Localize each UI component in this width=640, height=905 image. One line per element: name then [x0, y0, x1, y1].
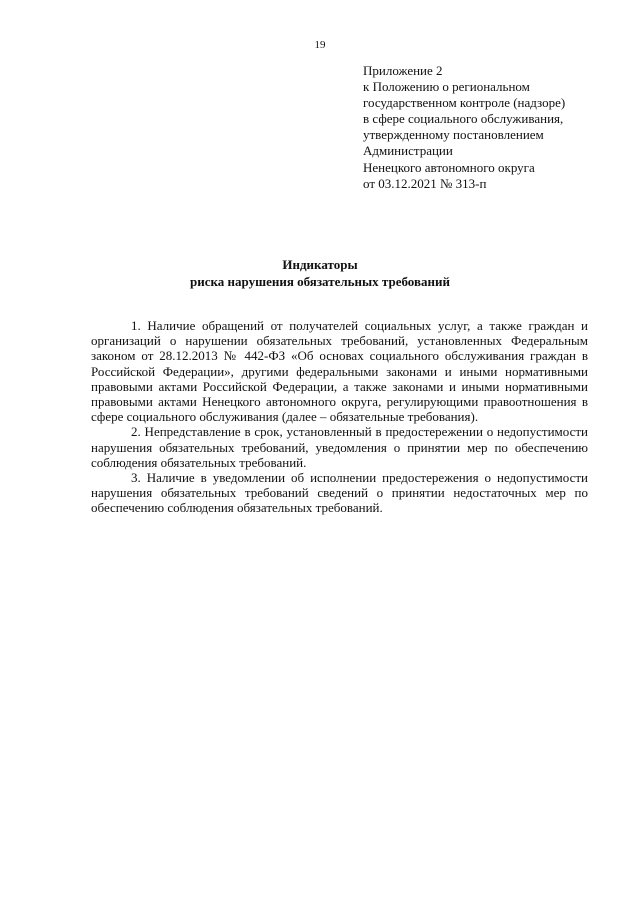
paragraph-1: 1. Наличие обращений от получателей социальных услуг, а также граждан и организаций о нарушении обязательных требований, установленных Федеральным законом от 28.12.2013 № 442-ФЗ «Об основах социального обслуживания граждан в Российской Федерации», другими федеральными законами и иными нормативными правовыми актами Российской Федерации, а также законами и иными нормативными правовыми актами Ненецкого автономного округа, регулирующими правоотношения в сфере социального обслуживания (далее – обязательные требования). [91, 318, 588, 425]
appendix-line: от 03.12.2021 № 313-п [363, 175, 487, 191]
appendix-line: Ненецкого автономного округа [363, 159, 535, 175]
page-number: 19 [314, 39, 326, 51]
title-line-1: Индикаторы [282, 257, 358, 272]
appendix-line: Администрации [363, 143, 453, 159]
appendix-line: утвержденному постановлением [363, 127, 544, 143]
appendix-line: в сфере социального обслуживания, [363, 111, 564, 127]
appendix-block [363, 63, 623, 192]
appendix-line: Приложение 2 [363, 63, 443, 78]
paragraph-2: 2. Непредставление в срок, установленный в предостережении о недопустимости нарушения обязательных требований, уведомления о принятии мер по обеспечению соблюдения обязательных требований. [91, 424, 588, 470]
paragraph-3: 3. Наличие в уведомлении об исполнении предостережения о недопустимости нарушения обязательных требований сведений о принятии недостаточных мер по обеспечению соблюдения обязательных требований. [91, 470, 588, 516]
appendix-line: государственном контроле (надзоре) [363, 95, 566, 111]
document-body [91, 318, 588, 516]
appendix-line: к Положению о региональном [363, 79, 530, 95]
title-line-2: риска нарушения обязательных требований [190, 274, 450, 289]
document-title [0, 256, 640, 290]
